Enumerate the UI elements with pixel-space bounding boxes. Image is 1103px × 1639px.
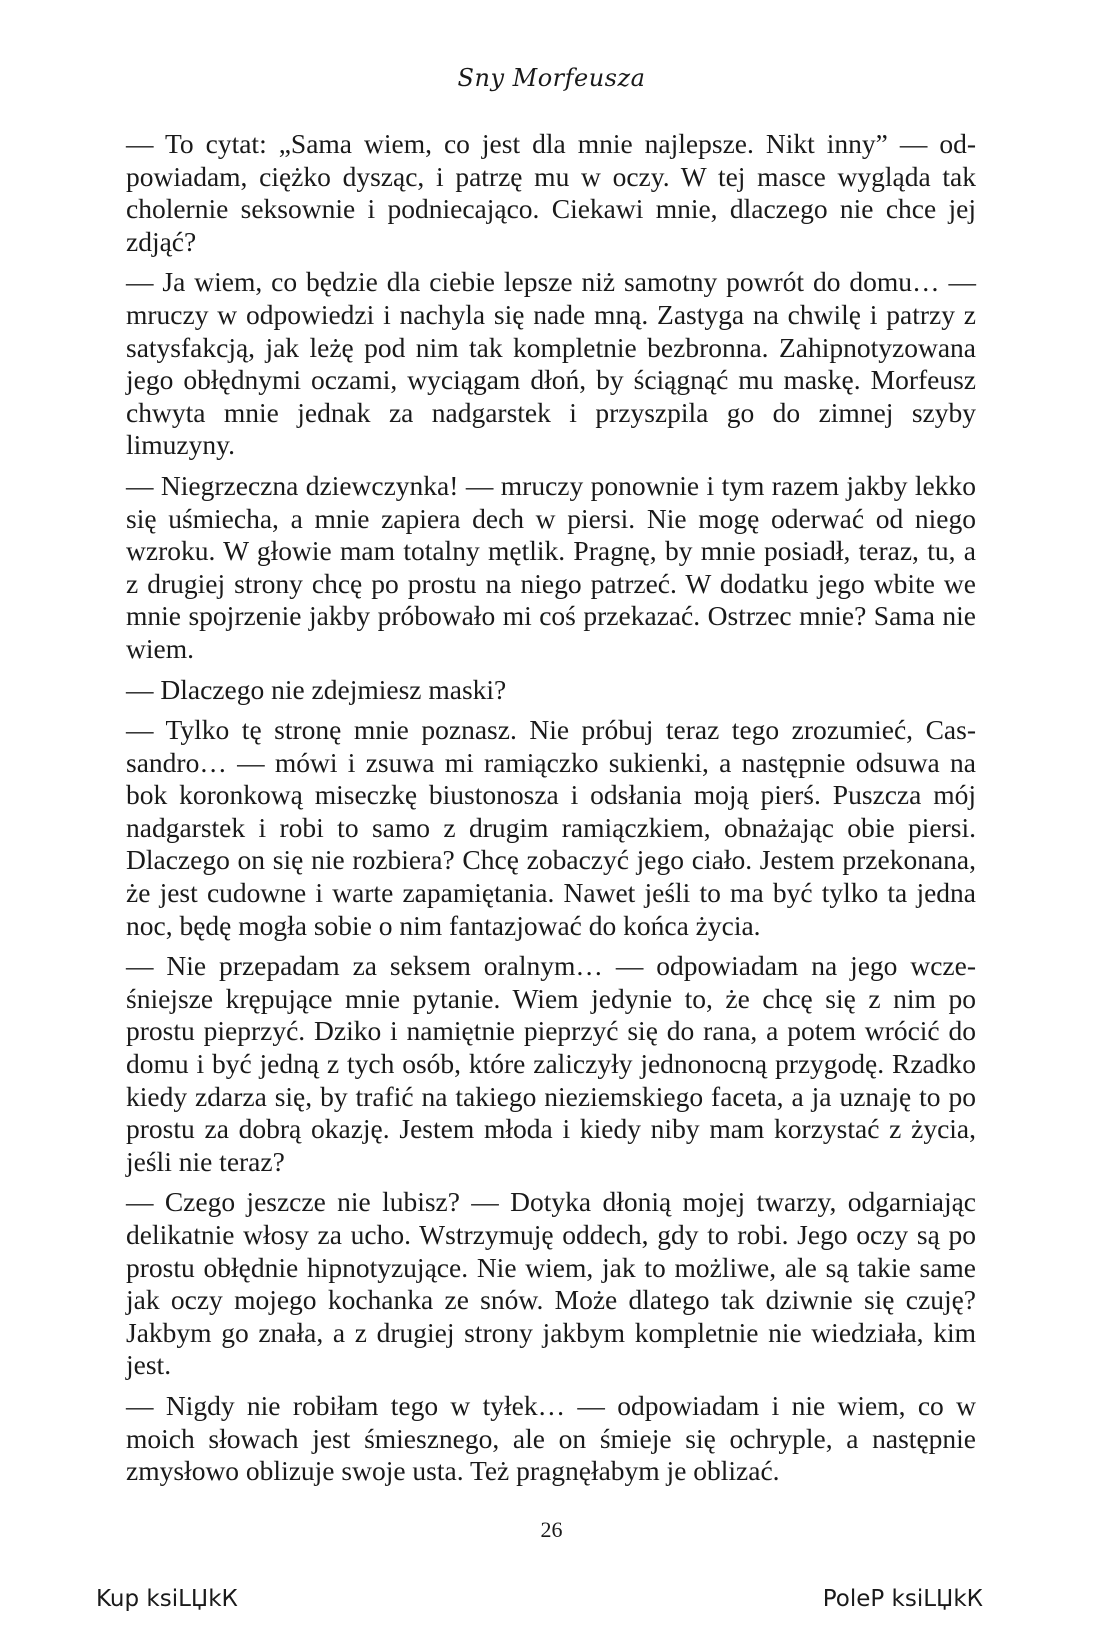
page-number: 26 — [540, 1517, 563, 1542]
buy-book-link[interactable]: Kup ksiLЏkК — [96, 1586, 238, 1612]
paragraph: — Nie przepadam za seksem oralnym… — odpowiadam na jego wcześniejsze krępujące mnie pytanie. Wiem jedynie to, że chcę się z nim po prostu pieprzyć. Dziko i namiętnie pieprzyć się do rana, a potem wrócić do domu i być jedną z tych osób, które zaliczyły jednonocną przygodę. Rzadko kiedy zdarza się, by trafić na takiego nieziemskiego faceta, a ja uznaję to po prostu za dobrą okazję. Jestem młoda i kiedy niby mam korzystać z życia, jeśli nie teraz? — [126, 950, 976, 1177]
paragraph: — Tylko tę stronę mnie poznasz. Nie próbuj teraz tego zrozumieć, Cassandro… — mówi i zsuwa mi ramiączko sukienki, a następnie odsuwa na bok koronkową miseczkę biustonosza i odsłania moją pierś. Puszcza mój nadgarstek i robi to samo z drugim ramiączkiem, obnażając obie piersi. Dlaczego on się nie rozbiera? Chcę zobaczyć jego ciało. Jestem przekonana, że jest cudowne i warte zapamiętania. Nawet jeśli to ma być tylko ta jedna noc, będę mogła sobie o nim fantazjować do końca życia. — [126, 714, 976, 941]
paragraph: — To cytat: „Sama wiem, co jest dla mnie najlepsze. Nikt inny” — odpowiadam, ciężko dysząc, i patrzę mu w oczy. W tej masce wygląda tak cholernie seksownie i podniecająco. Ciekawi mnie, dlaczego nie chce jej zdjąć? — [126, 128, 976, 257]
paragraph: — Czego jeszcze nie lubisz? — Dotyka dłonią mojej twarzy, odgarniając delikatnie włosy za ucho. Wstrzymuję oddech, gdy to robi. Jego oczy są po prostu obłędnie hipnotyzujące. Nie wiem, jak to możliwe, ale są takie same jak oczy mojego kochanka ze snów. Może dlatego tak dziwnie się czuję? Jakbym go znała, a z drugiej strony jakbym kompletnie nie wiedziała, kim jest. — [126, 1186, 976, 1381]
running-title: Sny Morfeusza — [457, 64, 646, 92]
paragraph: — Dlaczego nie zdejmiesz maski? — [126, 673, 507, 705]
paragraph: — Niegrzeczna dziewczynka! — mruczy ponownie i tym razem jakby lekko się uśmiecha, a mnie zapiera dech w piersi. Nie mogę oderwać od niego wzroku. W głowie mam totalny mętlik. Pragnę, by mnie posiadł, teraz, tu, a z drugiej strony chcę po prostu na niego patrzeć. W dodatku jego wbite we mnie spojrzenie jakby próbowało mi coś przekazać. Ostrzec mnie? Sama nie wiem. — [126, 469, 976, 664]
paragraph: — Nigdy nie robiłam tego w tyłek… — odpowiadam i nie wiem, co w moich słowach jest śmiesznego, ale on śmieje się ochryple, a następnie zmysłowo oblizuje swoje usta. Też pragnęłabym je oblizać. — [126, 1389, 976, 1487]
recommend-book-link[interactable]: PoleР ksiLЏkК — [822, 1586, 983, 1612]
page-body — [126, 128, 976, 1496]
paragraph: — Ja wiem, co będzie dla ciebie lepsze niż samotny powrót do domu… — mruczy w odpowiedzi i nachyla się nade mną. Zastyga na chwilę i patrzy z satysfakcją, jak leżę pod nim tak kompletnie bezbronna. Zahipnotyzowana jego obłędnymi oczami, wyciągam dłoń, by ściągnąć mu maskę. Morfeusz chwyta mnie jednak za nadgarstek i przyszpila go do zimnej szyby limuzyny. — [126, 266, 976, 461]
